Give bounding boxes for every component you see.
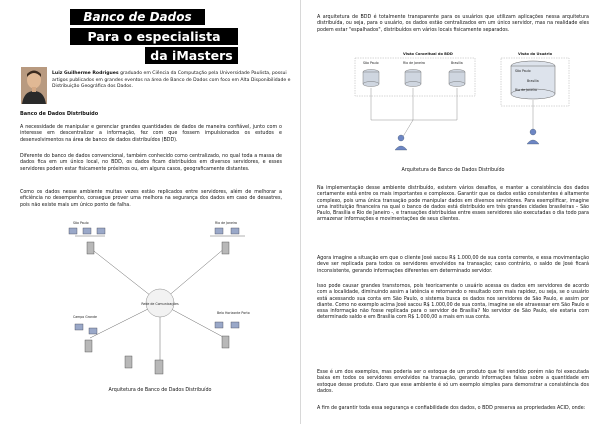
user-city-1: São Paulo	[515, 69, 531, 73]
page-gutter	[300, 0, 301, 424]
city-label-2: Rio de Janeiro	[403, 61, 426, 65]
left-paragraph-3: Como os dados nesse ambiente muitas vezes estão replicados entre servidores, além de melhorar a eficiência no desempenho, consegue prover uma melhora na segurança dos dados em caso de desastres, pois não existe mais um único ponto de falha.	[20, 190, 282, 208]
network-diagram	[55, 218, 265, 383]
left-paragraph-2: Diferente do banco de dados convencional, também conhecido como centralizado, no qual toda a massa de dados fica em um único local, no BDD, os dados ficam distribuídos em diversos servidores, e esses servidores podem estar fisicamente próximos ou, em alguns casos, geograficamente distantes.	[20, 154, 282, 172]
network-center-label: Rede de Comunicações	[141, 302, 179, 306]
site-label-1: São Paulo	[73, 221, 89, 225]
site-label-3: Campo Grande	[73, 315, 98, 319]
right-paragraph-5: Esse é um dos exemplos, mas poderia ser o estoque de um produto que foi vendido porém não foi executada baixa em todos os servidores envolvidos na transação, gerando informações falsas sobre a quantidade em estoque desse produto. Claro que esse ambiente é só um exemplo simples para demonstrar a consistência dos dados.	[317, 370, 589, 394]
right-paragraph-3: Agora imagine a situação em que o cliente José sacou R$ 1.000,00 de sua conta corrente, e essa movimentação deve ser replicada para todos os servidores envolvidos na transação; caso contrário, o saldo de José ficará inconsistente, gerando informações diferentes em determinado servidor.	[317, 256, 589, 274]
header-line-1: Banco de Dados	[70, 9, 205, 25]
section-title: Banco de Dados Distribuído	[20, 111, 99, 117]
site-label-2: Rio de Janeiro	[215, 221, 238, 225]
right-paragraph-1: A arquitetura de BDD é totalmente transparente para os usuários que utilizam aplicações nessa arquitetura distribuída, ou seja, para o usuário, os dados estão centralizados em um único servidor, mas na realidade eles podem estar "espalhados", distribuídos em vários locais fisicamente separados.	[317, 15, 589, 33]
conceptual-view-title: Visão Conceitual do BDD	[403, 52, 453, 56]
author-name: Luiz Guilherme Rodrigues	[52, 71, 119, 76]
right-paragraph-4: Isso pode causar grandes transtornos, pois teoricamente o usuário acessa os dados em servidores de acordo com a localidade, diminuindo assim a latência e retornando o resultado com mais rapidez, ou seja, se o usuário está acessando sua conta em São Paulo, o sistema busca os dados nos servidores de São Paulo, e assim por diante. Como no exemplo acima José sacou R$ 1.000,00 de sua conta, imagine se ele atravessar em São Paulo e essa informação não fosse replicada para o servidor de Brasília? No servidor de São Paulo, ele estaria com determinado saldo e em Brasília com R$ 1.000,00 a mais em sua conta.	[317, 284, 589, 321]
left-paragraph-1: A necessidade de manipular e gerenciar grandes quantidades de dados de maneira confiável, junto com o interesse em descentralizar a informação, fez com que fossem impulsionados os estudos e desenvolvimentos na área de banco de dados distribuídos (BDD).	[20, 125, 282, 143]
user-city-2: Brasília	[527, 79, 539, 83]
left-diagram-caption: Arquitetura de Banco de Dados Distribuído	[108, 388, 212, 393]
author-description: graduado em Ciência da Computação pela Universidade Paulista, possui artigos publicados em grandes eventos na área de Banco de Dados com foco em Alta Disponibilidade e Distribuição Geográfica dos Dados.	[52, 71, 291, 90]
right-paragraph-2: Na implementação desse ambiente distribuído, existem vários desafios, e manter a consistência dos dados certamente está entre os mais importantes e complexos. Garantir que os dados estão consistentes é altamente complexo, pois uma única transação pode manipular dados em diversos servidores. Para exemplificar, imagine uma instituição financeira na qual o banco de dados está distribuído em três grandes cidades brasileiras – São Paulo, Brasília e Rio de Janeiro -, e transações distribuídas entre esses servidores são executadas o dia todo para armazenar informações e movimentações de seus clientes.	[317, 186, 589, 223]
user-view-title: Visão do Usuário	[518, 52, 553, 56]
city-label-3: Brasília	[451, 61, 463, 65]
right-diagram-caption: Arquitetura de Banco de Dados Distribuído	[401, 168, 505, 173]
right-page	[303, 0, 600, 424]
city-label-1: São Paulo	[363, 61, 379, 65]
conceptual-diagram	[343, 50, 573, 160]
site-label-4: Belo Horizonte Porto	[217, 311, 250, 315]
user-city-3: Rio de Janeiro	[515, 88, 538, 92]
author-bio	[52, 71, 292, 91]
author-photo	[21, 67, 47, 104]
right-paragraph-6: A fim de garantir toda essa segurança e confiabilidade dos dados, o BDD preserva as propriedades ACID, onde:	[317, 406, 586, 411]
header-line-3: da iMasters	[145, 47, 238, 64]
header-line-2: Para o especialista	[70, 28, 238, 45]
